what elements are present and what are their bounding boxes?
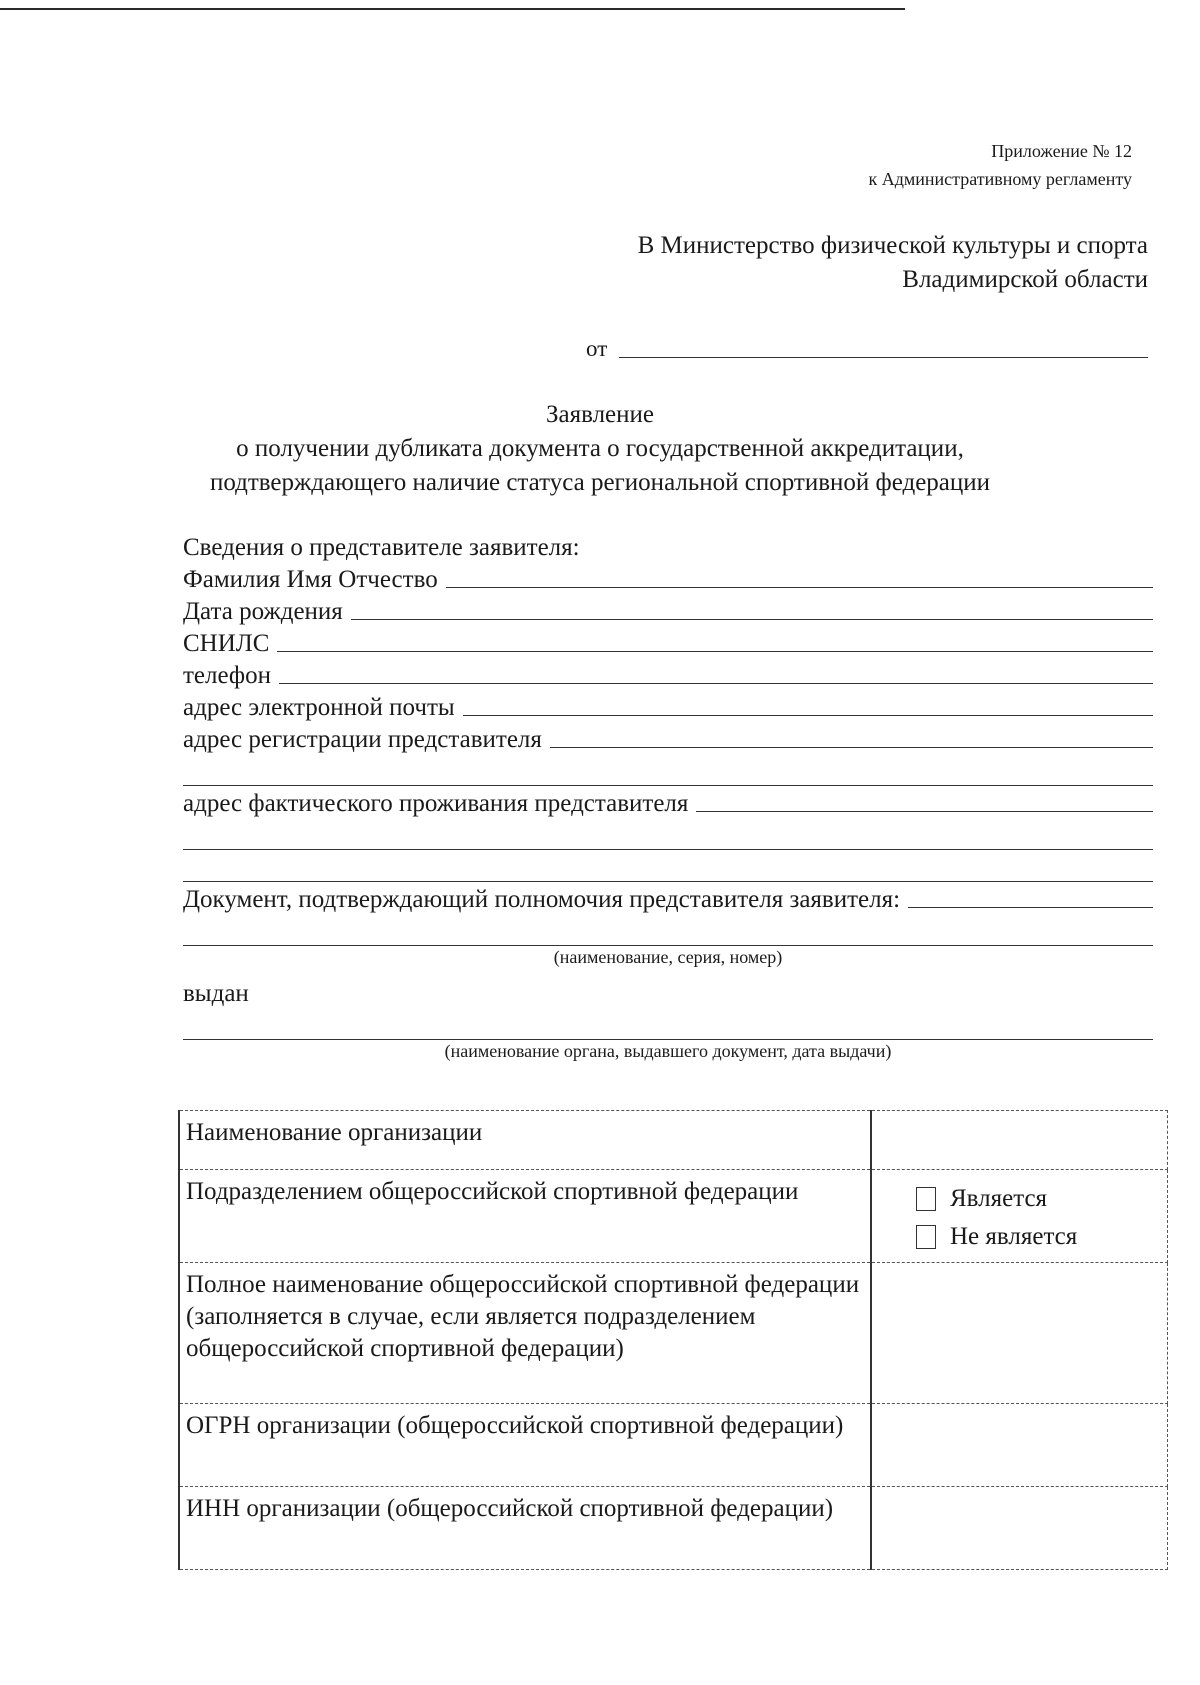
checkbox-no[interactable] (916, 1225, 936, 1249)
reg-address-extra-line[interactable] (183, 754, 1153, 786)
table-row (179, 1487, 1168, 1570)
option-no-label: Не является (950, 1223, 1078, 1250)
checkbox-yes[interactable] (916, 1187, 936, 1211)
representative-section (183, 530, 1153, 1062)
authority-doc-label: Документ, подтверждающий полномочия представителя заявителя: (183, 886, 901, 913)
issued-label-row (183, 968, 1153, 1008)
federation-full-name-label: Полное наименование общероссийской спортивной федерации (заполняется в случае, если является подразделением общероссийской спортивной федерации) (179, 1263, 871, 1404)
snils-fill-line[interactable] (277, 651, 1153, 652)
email-label: адрес электронной почты (183, 694, 455, 721)
from-label: от (586, 336, 608, 361)
title-line-3: подтверждающего наличие статуса региональной спортивной федерации (209, 469, 991, 496)
inn-input-cell[interactable] (871, 1487, 1168, 1570)
document-title (0, 398, 1200, 500)
birth-date-field[interactable] (183, 594, 1153, 626)
option-yes[interactable] (916, 1180, 1161, 1218)
actual-address-field[interactable] (183, 786, 1153, 818)
reg-address-field[interactable] (183, 722, 1153, 754)
actual-address-extra-line-2[interactable] (183, 850, 1153, 882)
fio-field[interactable] (183, 562, 1153, 594)
annex-number: Приложение № 12 (991, 141, 1132, 161)
table-row (179, 1170, 1168, 1263)
birth-date-fill-line[interactable] (351, 619, 1153, 620)
representative-heading: Сведения о представителе заявителя: (183, 534, 580, 561)
org-name-label: Наименование организации (179, 1111, 871, 1170)
fio-label: Фамилия Имя Отчество (183, 566, 438, 593)
ogrn-label: ОГРН организации (общероссийской спортивной федерации) (179, 1404, 871, 1487)
from-fill-line[interactable] (619, 357, 1148, 358)
snils-label: СНИЛС (183, 630, 270, 657)
addressee-line-1: В Министерство физической культуры и спорта (637, 232, 1148, 259)
table-row (179, 1111, 1168, 1170)
subdivision-label: Подразделением общероссийской спортивной федерации (179, 1170, 871, 1263)
table-row (179, 1404, 1168, 1487)
doc-caption: (наименование, серия, номер) (553, 947, 783, 967)
snils-field[interactable] (183, 626, 1153, 658)
phone-fill-line[interactable] (279, 683, 1153, 684)
subdivision-options-cell (871, 1170, 1168, 1263)
inn-label: ИНН организации (общероссийской спортивной федерации) (179, 1487, 871, 1570)
authority-doc-field[interactable] (183, 882, 1153, 914)
issued-fill-line[interactable] (183, 1008, 1153, 1040)
reg-address-fill-line[interactable] (550, 747, 1153, 748)
ogrn-input-cell[interactable] (871, 1404, 1168, 1487)
reg-address-label: адрес регистрации представителя (183, 726, 542, 753)
addressee-line-2: Владимирской области (902, 266, 1148, 293)
from-field[interactable] (586, 336, 1148, 362)
actual-address-extra-line-1[interactable] (183, 818, 1153, 850)
phone-field[interactable] (183, 658, 1153, 690)
annex-reference: к Административному регламенту (868, 169, 1132, 189)
issued-label: выдан (183, 980, 249, 1007)
org-name-input-cell[interactable] (871, 1111, 1168, 1170)
scan-edge-line (0, 8, 905, 10)
email-field[interactable] (183, 690, 1153, 722)
federation-full-name-input-cell[interactable] (871, 1263, 1168, 1404)
title-word: Заявление (545, 401, 655, 428)
table-row (179, 1263, 1168, 1404)
actual-address-fill-line[interactable] (696, 811, 1153, 812)
issued-caption: (наименование органа, выдавшего документ, дата выдачи) (444, 1041, 892, 1061)
authority-doc-extra-line[interactable] (183, 914, 1153, 946)
authority-doc-fill-line[interactable] (908, 907, 1153, 908)
title-line-2: о получении дубликата документа о государственной аккредитации, (236, 435, 964, 462)
organization-table (178, 1110, 1168, 1570)
birth-date-label: Дата рождения (183, 598, 343, 625)
option-no[interactable] (916, 1218, 1161, 1256)
option-yes-label: Является (950, 1185, 1048, 1212)
actual-address-label: адрес фактического проживания представителя (183, 790, 689, 817)
email-fill-line[interactable] (463, 715, 1153, 716)
phone-label: телефон (183, 662, 271, 689)
fio-fill-line[interactable] (446, 587, 1153, 588)
